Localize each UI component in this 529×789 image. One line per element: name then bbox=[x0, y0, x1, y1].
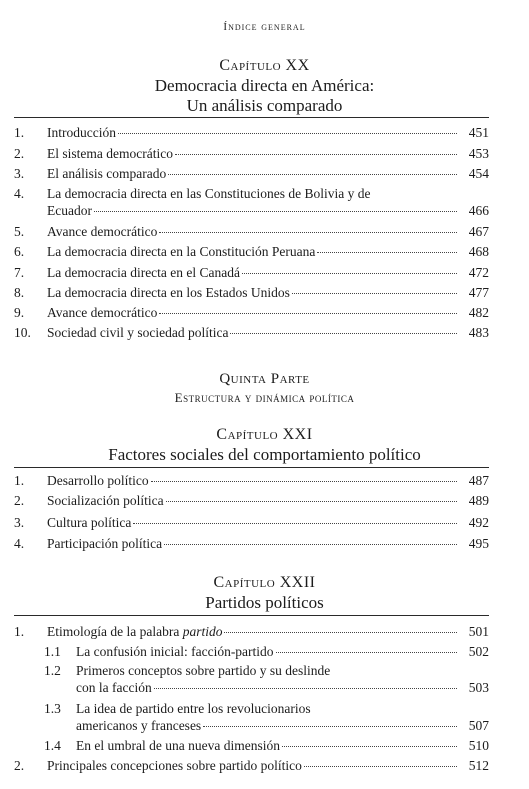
running-head: Índice general bbox=[223, 21, 306, 33]
entry-page: 468 bbox=[468, 244, 489, 259]
leader-dots bbox=[154, 688, 457, 689]
entry-title: La democracia directa en los Estados Unidos bbox=[47, 285, 290, 300]
leader-dots bbox=[175, 154, 457, 155]
leader-dots bbox=[276, 652, 457, 653]
entry-number: 4. bbox=[14, 536, 25, 551]
entry-title: Socialización política bbox=[47, 493, 164, 508]
entry-number: 1.3 bbox=[44, 701, 61, 716]
entry-page: 492 bbox=[468, 515, 489, 530]
chapter-title-line-2: Un análisis comparado bbox=[186, 96, 343, 115]
chapter-title: Factores sociales del comportamiento político bbox=[108, 445, 421, 464]
entry-title-line-1: Primeros conceptos sobre partido y su deslinde bbox=[76, 663, 331, 678]
section-rule bbox=[14, 467, 489, 468]
entry-number: 3. bbox=[14, 166, 25, 181]
entry-title: El análisis comparado bbox=[47, 166, 167, 181]
toc-entry[interactable] bbox=[0, 185, 529, 221]
entry-title: Principales concepciones sobre partido político bbox=[47, 758, 302, 773]
part-subtitle: Estructura y dinámica política bbox=[174, 390, 355, 405]
entry-number: 1.2 bbox=[44, 663, 61, 678]
toc-subentry[interactable] bbox=[0, 700, 529, 736]
section-rule bbox=[14, 117, 489, 118]
entry-title: La confusión inicial: facción-partido bbox=[76, 644, 274, 659]
entry-page: 451 bbox=[468, 125, 489, 140]
entry-title: El sistema democrático bbox=[47, 146, 173, 161]
entry-page: 510 bbox=[468, 738, 489, 753]
leader-dots bbox=[317, 252, 457, 253]
entry-page: 487 bbox=[468, 473, 489, 488]
entry-title-italic: partido bbox=[182, 624, 223, 639]
leader-dots bbox=[168, 174, 457, 175]
entry-number: 4. bbox=[14, 186, 25, 201]
entry-page: 489 bbox=[468, 493, 489, 508]
entry-title: Etimología de la palabra bbox=[47, 624, 183, 639]
entry-page: 467 bbox=[468, 224, 489, 239]
leader-dots bbox=[164, 544, 457, 545]
entry-number: 6. bbox=[14, 244, 25, 259]
entry-page: 507 bbox=[468, 718, 489, 733]
entry-title: americanos y franceses bbox=[76, 718, 202, 733]
entry-title: Ecuador bbox=[47, 203, 92, 218]
leader-dots bbox=[224, 632, 457, 633]
entry-number: 9. bbox=[14, 305, 25, 320]
leader-dots bbox=[230, 333, 457, 334]
entry-title: La democracia directa en la Constitución Peruana bbox=[47, 244, 316, 259]
entry-title-line-1: La democracia directa en las Constituciones de Bolivia y de bbox=[47, 186, 371, 201]
entry-title: con la facción bbox=[76, 680, 152, 695]
chapter-20-heading bbox=[0, 56, 529, 116]
entry-number: 10. bbox=[14, 325, 31, 340]
entry-title: En el umbral de una nueva dimensión bbox=[76, 738, 280, 753]
leader-dots bbox=[133, 523, 457, 524]
entry-number: 7. bbox=[14, 265, 25, 280]
entry-title: Sociedad civil y sociedad política bbox=[47, 325, 229, 340]
leader-dots bbox=[203, 726, 457, 727]
leader-dots bbox=[94, 211, 457, 212]
entry-page: 477 bbox=[468, 285, 489, 300]
chapter-number: Capítulo XXII bbox=[213, 574, 316, 591]
entry-number: 2. bbox=[14, 493, 25, 508]
entry-page: 454 bbox=[468, 166, 489, 181]
entry-number: 2. bbox=[14, 146, 25, 161]
entry-page: 502 bbox=[468, 644, 489, 659]
entry-number: 1. bbox=[14, 125, 25, 140]
entry-title: Avance democrático bbox=[47, 305, 158, 320]
entry-number: 3. bbox=[14, 515, 25, 530]
entry-number: 8. bbox=[14, 285, 25, 300]
entry-title: Cultura política bbox=[47, 515, 132, 530]
entry-title: Introducción bbox=[47, 125, 116, 140]
leader-dots bbox=[282, 746, 457, 747]
entry-page: 501 bbox=[468, 624, 489, 639]
entry-page: 472 bbox=[468, 265, 489, 280]
part-number: Quinta Parte bbox=[219, 371, 310, 387]
chapter-title-line-1: Democracia directa en América: bbox=[154, 76, 375, 95]
leader-dots bbox=[118, 133, 457, 134]
part-5-heading bbox=[0, 369, 529, 407]
chapter-number: Capítulo XXI bbox=[216, 426, 313, 443]
entry-page: 503 bbox=[468, 680, 489, 695]
entry-page: 466 bbox=[468, 203, 489, 218]
entry-title: La democracia directa en el Canadá bbox=[47, 265, 241, 280]
leader-dots bbox=[151, 481, 457, 482]
entry-number: 1. bbox=[14, 473, 25, 488]
entry-title: Avance democrático bbox=[47, 224, 158, 239]
leader-dots bbox=[159, 313, 457, 314]
toc-subentry[interactable] bbox=[0, 662, 529, 698]
leader-dots bbox=[242, 273, 457, 274]
chapter-21-heading bbox=[0, 425, 529, 465]
chapter-title: Partidos políticos bbox=[205, 593, 324, 612]
leader-dots bbox=[304, 766, 457, 767]
entry-page: 483 bbox=[468, 325, 489, 340]
entry-title: Participación política bbox=[47, 536, 163, 551]
entry-number: 2. bbox=[14, 758, 25, 773]
leader-dots bbox=[159, 232, 457, 233]
entry-number: 5. bbox=[14, 224, 25, 239]
entry-number: 1.1 bbox=[44, 644, 61, 659]
entry-page: 453 bbox=[468, 146, 489, 161]
chapter-22-heading bbox=[0, 573, 529, 613]
section-rule bbox=[14, 615, 489, 616]
entry-page: 482 bbox=[468, 305, 489, 320]
entry-number: 1.4 bbox=[44, 738, 61, 753]
chapter-number: Capítulo XX bbox=[219, 57, 310, 74]
entry-page: 512 bbox=[468, 758, 489, 773]
leader-dots bbox=[292, 293, 457, 294]
leader-dots bbox=[166, 501, 457, 502]
entry-page: 495 bbox=[468, 536, 489, 551]
entry-title-line-1: La idea de partido entre los revolucionarios bbox=[76, 701, 311, 716]
entry-title: Desarrollo político bbox=[47, 473, 149, 488]
entry-number: 1. bbox=[14, 624, 25, 639]
